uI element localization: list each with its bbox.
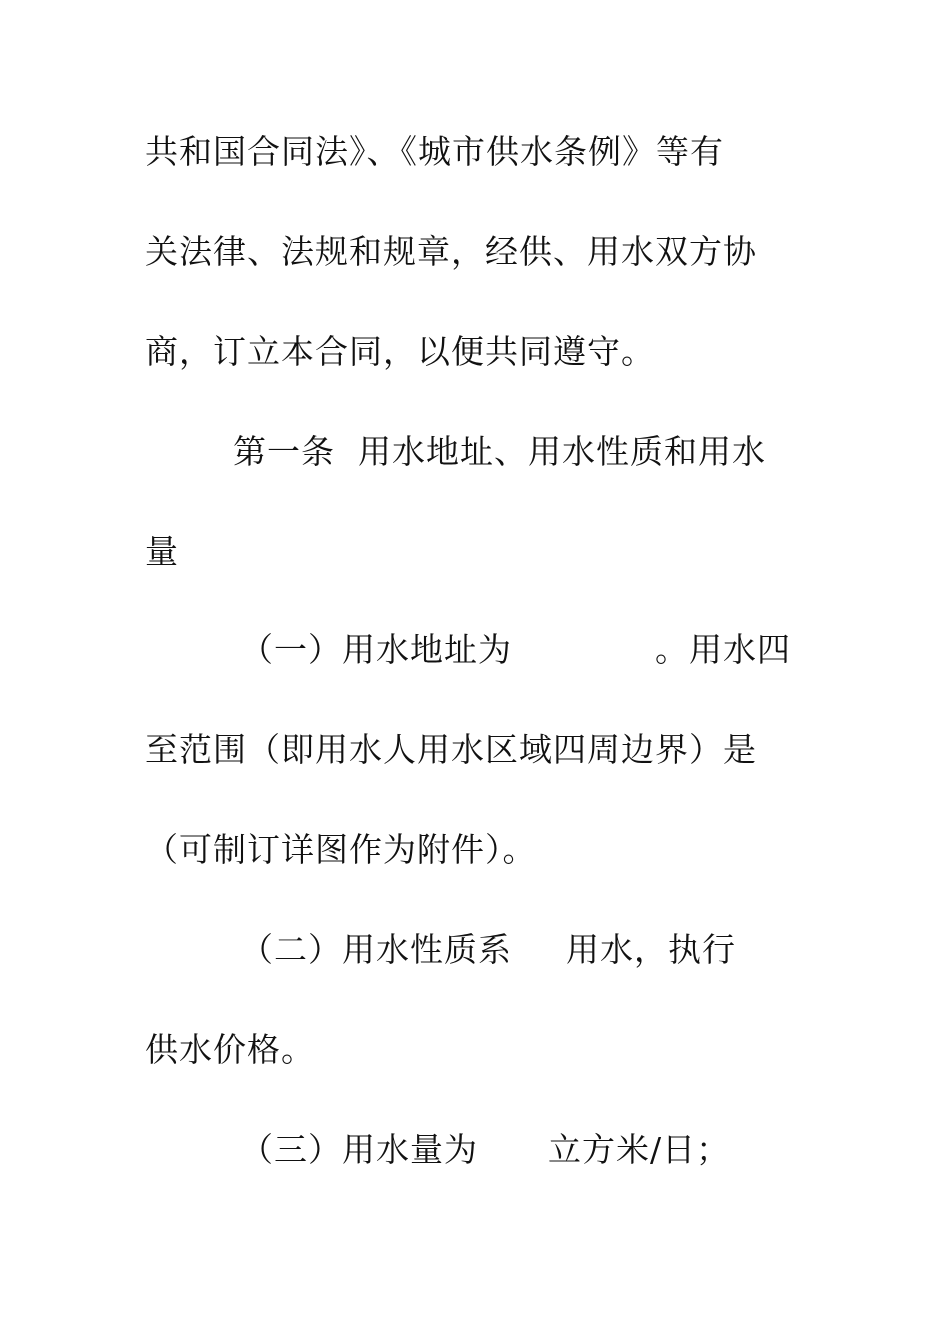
clause-1-continued: 。用水四 <box>655 630 791 669</box>
clause-2-start: （二）用水性质系 <box>240 930 512 969</box>
clause-1-start: （一）用水地址为 <box>240 630 512 669</box>
paragraph-line-3: 商，订立本合同，以便共同遵守。 <box>145 332 655 371</box>
article-1-heading: 第一条 用水地址、用水性质和用水 <box>233 432 766 471</box>
article-1-heading-continued: 量 <box>145 532 179 571</box>
paragraph-line-1: 共和国合同法》、《城市供水条例》等有 <box>145 132 724 171</box>
clause-2-line-2: 供水价格。 <box>145 1030 315 1069</box>
clause-1-line-2: 至范围（即用水人用水区域四周边界）是 <box>145 730 757 769</box>
clause-3-continued: 立方米/日； <box>548 1130 731 1169</box>
paragraph-line-2: 关法律、法规和规章，经供、用水双方协 <box>145 232 757 271</box>
clause-3-start: （三）用水量为 <box>240 1130 478 1169</box>
clause-1-line-3: （可制订详图作为附件）。 <box>145 830 537 869</box>
clause-2-continued: 用水，执行 <box>566 930 736 969</box>
